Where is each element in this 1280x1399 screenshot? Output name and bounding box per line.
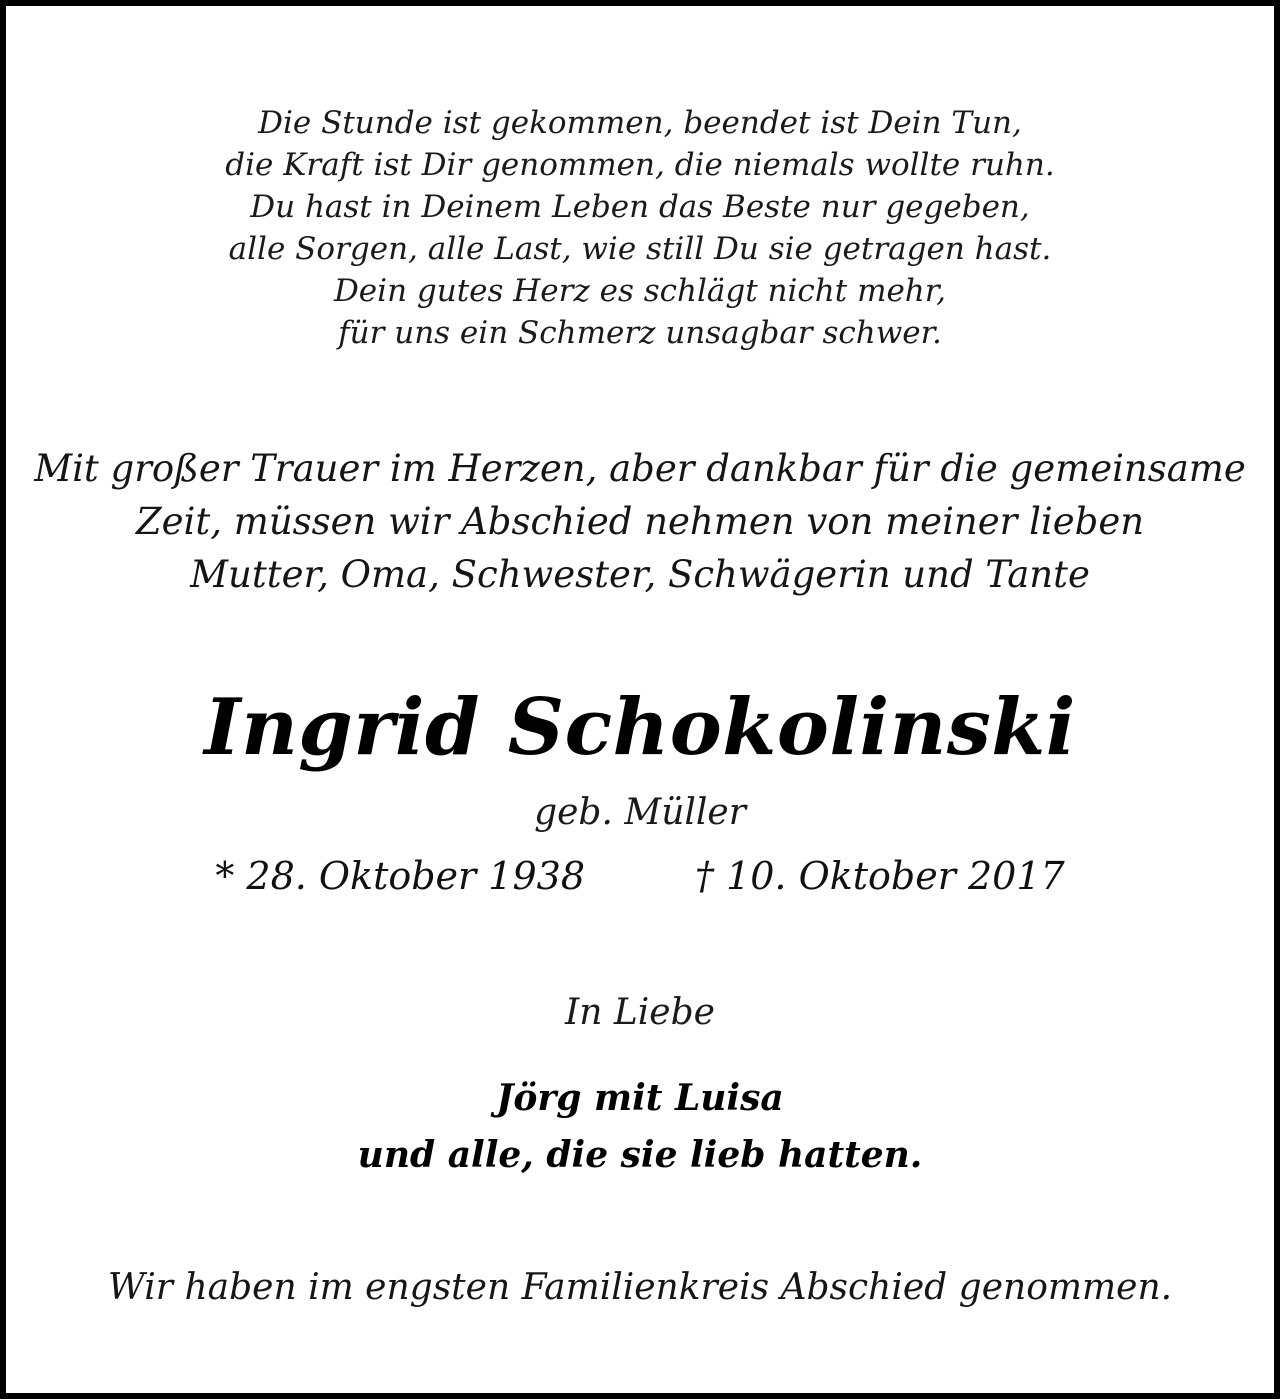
- intro-line: Mutter, Oma, Schwester, Schwägerin und Tante: [190, 553, 1090, 596]
- poem: [6, 102, 1274, 354]
- poem-line: Dein gutes Herz es schlägt nicht mehr,: [333, 273, 947, 309]
- closing-text: Wir haben im engsten Familienkreis Abschied genommen.: [107, 1267, 1173, 1308]
- intro-line: Zeit, müssen wir Abschied nehmen von meiner lieben: [135, 500, 1145, 543]
- intro-line: Mit großer Trauer im Herzen, aber dankbar für die gemeinsame: [34, 447, 1246, 490]
- signer-line: und alle, die sie lieb hatten.: [357, 1134, 923, 1176]
- birth-date: * 28. Oktober 1938: [215, 854, 585, 898]
- intro-text: [6, 442, 1274, 601]
- maiden-name: geb. Müller: [534, 792, 746, 833]
- poem-line: alle Sorgen, alle Last, wie still Du sie getragen hast.: [228, 231, 1052, 267]
- life-dates: [6, 851, 1274, 901]
- poem-line: die Kraft ist Dir genommen, die niemals wollte ruhn.: [225, 147, 1055, 183]
- signers: [6, 1070, 1274, 1184]
- in-love-text: In Liebe: [565, 992, 715, 1033]
- death-date: † 10. Oktober 2017: [695, 854, 1065, 898]
- poem-line: Du hast in Deinem Leben das Beste nur gegeben,: [250, 189, 1030, 225]
- signer-line: Jörg mit Luisa: [496, 1077, 784, 1119]
- deceased-name: Ingrid Schokolinski: [204, 682, 1076, 773]
- poem-line: für uns ein Schmerz unsagbar schwer.: [338, 315, 942, 351]
- poem-line: Die Stunde ist gekommen, beendet ist Dein Tun,: [258, 105, 1022, 141]
